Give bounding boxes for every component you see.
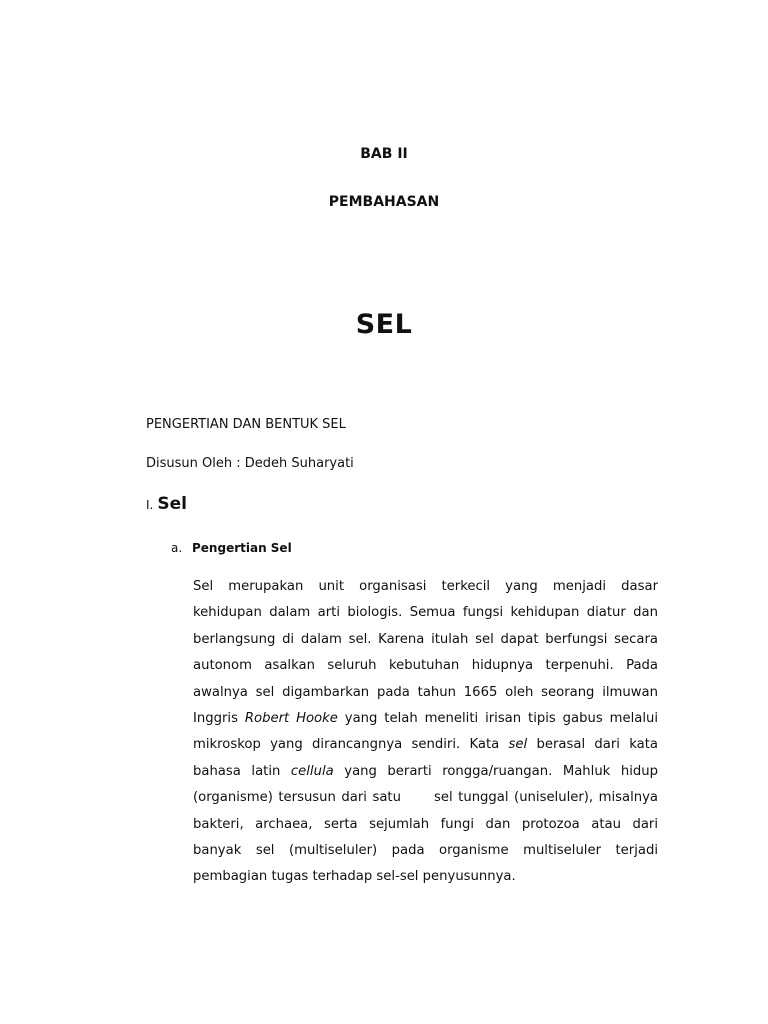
body-paragraph bbox=[193, 574, 658, 891]
paragraph-line: (organisme) tersusun dari satu sel tunggal (uniseluler), misalnya bbox=[193, 790, 658, 806]
italic-term: cellula bbox=[290, 763, 334, 779]
document-title: SEL bbox=[355, 309, 413, 340]
paragraph-line: autonom asalkan seluruh kebutuhan hidupnya terpenuhi. Pada bbox=[193, 658, 658, 674]
section-1-number: I. bbox=[146, 498, 154, 512]
paragraph-line: kehidupan dalam arti biologis. Semua fungsi kehidupan diatur dan bbox=[193, 605, 658, 621]
text-run: mikroskop yang dirancangnya sendiri. Kata bbox=[193, 737, 509, 753]
paragraph-line bbox=[193, 759, 658, 785]
text-run: berasal dari kata bbox=[527, 737, 658, 753]
paragraph-line bbox=[193, 706, 658, 732]
italic-name: Robert Hooke bbox=[244, 710, 338, 726]
italic-term: sel bbox=[508, 737, 528, 753]
document-subtitle: PENGERTIAN DAN BENTUK SEL bbox=[146, 417, 346, 432]
section-1-heading bbox=[146, 494, 187, 514]
text-run: yang telah meneliti irisan tipis gabus melalui bbox=[337, 710, 658, 726]
chapter-heading: BAB II bbox=[360, 146, 408, 162]
subsection-a-heading bbox=[171, 541, 292, 555]
paragraph-line: bakteri, archaea, serta sejumlah fungi dan protozoa atau dari bbox=[193, 816, 658, 832]
section-heading: PEMBAHASAN bbox=[328, 194, 440, 210]
text-run: yang berarti rongga/ruangan. Mahluk hidup bbox=[333, 763, 658, 779]
paragraph-line: banyak sel (multiseluler) pada organisme multiseluler terjadi bbox=[193, 842, 658, 858]
paragraph-line bbox=[193, 732, 658, 758]
paragraph-line: awalnya sel digambarkan pada tahun 1665 oleh seorang ilmuwan bbox=[193, 684, 658, 700]
section-1-title: Sel bbox=[157, 494, 187, 514]
subsection-a-title: Pengertian Sel bbox=[192, 541, 292, 555]
author-line: Disusun Oleh : Dedeh Suharyati bbox=[146, 456, 354, 471]
text-run: Inggris bbox=[193, 710, 245, 726]
paragraph-line: berlangsung di dalam sel. Karena itulah sel dapat berfungsi secara bbox=[193, 631, 658, 647]
subsection-a-letter: a. bbox=[171, 541, 183, 555]
text-run: bahasa latin bbox=[193, 763, 291, 779]
paragraph-line: Sel merupakan unit organisasi terkecil yang menjadi dasar bbox=[193, 579, 658, 594]
paragraph-line: pembagian tugas terhadap sel-sel penyusunnya. bbox=[193, 869, 516, 885]
